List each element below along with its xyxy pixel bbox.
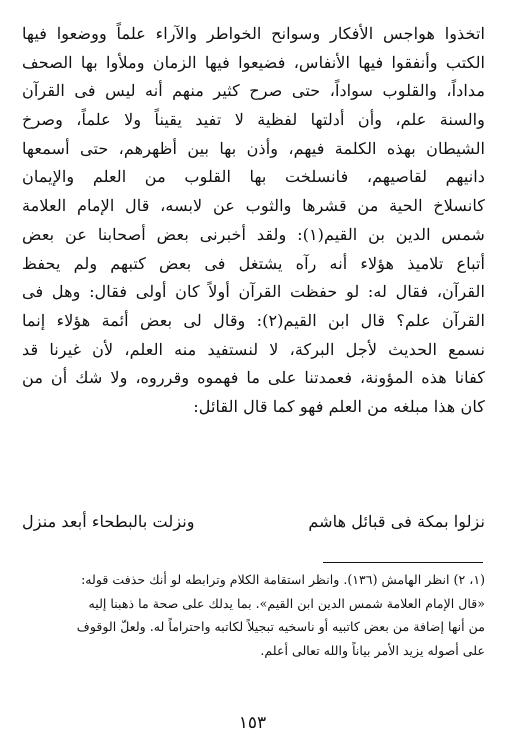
page-number: ١٥٣: [238, 713, 267, 733]
body-line: مداداً، والقلوب سواداً، حتى صرح كثير منهم أنه ليس فى القرآن: [22, 81, 485, 101]
footnote-separator: [323, 562, 483, 563]
body-line: كانسلاخ الحية من قشرها والثوب عن لابسه، قال الإمام العلامة: [22, 196, 485, 216]
body-line: كفانا هذه المؤونة، فعمدتنا على ما فهموه وقرروه، ولا شك أن من: [22, 368, 485, 388]
poetry-verse: [22, 507, 485, 537]
verse-first-hemistich: نزلوا بمكة فى قبائل هاشم: [308, 512, 485, 531]
footnote-line: على أصوله يزيد الأمر بياناً والله تعالى أعلم.: [260, 642, 485, 658]
body-text: [22, 20, 485, 422]
body-line: شمس الدين بن القيم(١): ولقد أخبرنى بعض أصحابنا عن بعض: [22, 224, 485, 244]
footnote-line: من أنها إضافة من بعض كاتبيه أو ناسخيه تبجيلاً لكاتبه واحتراماً له. ولعلّ الوقوف: [76, 619, 485, 635]
body-line: القرآن، فقال له: لو حفظت القرآن أولاً كان أولى فقال: وهل فى: [22, 282, 485, 302]
footnote-line: «قال الإمام العلامة شمس الدين ابن القيم». بما يدلك على صحة ما ذهبنا إليه: [88, 595, 485, 611]
body-line: القرآن علم؟ قال ابن القيم(٢): وقال لى بعض أئمة هؤلاء إنما: [22, 310, 485, 330]
body-line: والسنة علم، وأن أدلتها لفظية لا تفيد يقيناً ولا علماً، وصرخ: [22, 110, 485, 130]
body-line: الشيطان بهذه الكلمة فيهم، وأذن بها بين أظهرهم، حتى أسمعها: [22, 138, 485, 158]
body-line: اتخذوا هواجس الأفكار وسوانح الخواطر والآراء علماً ووضعوا فيها: [22, 24, 485, 43]
body-line: الكتب وأنفقوا فيها الأنفاس، فضيعوا فيها الزمان وملأوا بها الصحف: [22, 52, 485, 72]
body-line: أتباع تلاميذ هؤلاء أنه رآه يشتغل فى بعض كتبهم ولم يحفظ: [22, 253, 485, 273]
verse-second-hemistich: ونزلت بالبطحاء أبعد منزل: [22, 512, 195, 531]
footnote-line: (١، ٢) انظر الهامش (١٣٦). وانظر استقامة الكلام وترابطه لو أنك حذفت قوله:: [81, 572, 485, 587]
footnotes: [22, 568, 485, 662]
body-line: كان هذا مبلغه من العلم فهو كما قال القائل:: [193, 396, 485, 416]
body-line: نسمع الحديث لأجل البركة، لا لنستفيد منه العلم، لأن غيرنا قد: [22, 339, 485, 359]
body-line: دانيهم لقاصيهم، فانسلخت بها القلوب من العلم والإيمان: [22, 167, 485, 187]
